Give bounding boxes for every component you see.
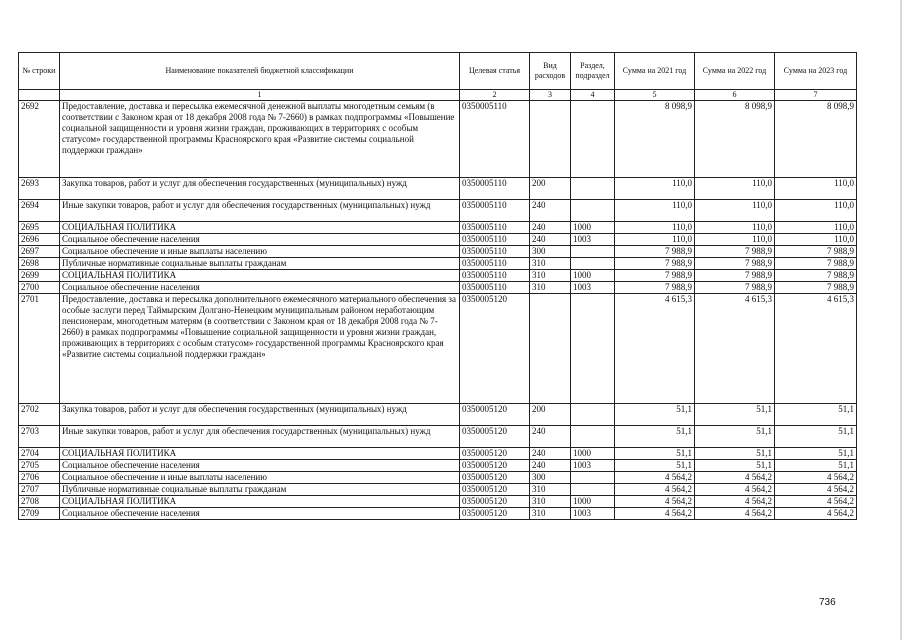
sum-2022-cell: 8 098,9 <box>695 101 775 178</box>
column-number: 5 <box>615 90 695 101</box>
sum-2022-cell: 4 564,2 <box>695 484 775 496</box>
sum-2021-cell: 110,0 <box>615 200 695 222</box>
expense-type-cell: 240 <box>530 460 571 472</box>
table-row <box>19 178 857 200</box>
column-number: 1 <box>60 90 460 101</box>
section-cell: 1000 <box>571 270 615 282</box>
row-number-cell: 2704 <box>19 448 60 460</box>
sum-2021-cell: 110,0 <box>615 222 695 234</box>
budget-table <box>18 52 857 520</box>
column-number-empty <box>19 90 60 101</box>
sum-2021-cell: 110,0 <box>615 234 695 246</box>
row-number-cell: 2694 <box>19 200 60 222</box>
sum-2023-cell: 7 988,9 <box>775 282 857 294</box>
section-cell: 1000 <box>571 448 615 460</box>
sum-2023-cell: 4 564,2 <box>775 508 857 520</box>
column-number-row <box>19 90 857 101</box>
sum-2023-cell: 7 988,9 <box>775 246 857 258</box>
row-number-cell: 2708 <box>19 496 60 508</box>
sum-2021-cell: 7 988,9 <box>615 246 695 258</box>
section-cell: 1000 <box>571 222 615 234</box>
sum-2023-cell: 110,0 <box>775 200 857 222</box>
section-cell <box>571 246 615 258</box>
table-row <box>19 222 857 234</box>
row-name-cell: Социальное обеспечение и иные выплаты населению <box>60 472 460 484</box>
sum-2023-cell: 110,0 <box>775 234 857 246</box>
column-number: 6 <box>695 90 775 101</box>
target-article-cell: 0350005110 <box>460 270 530 282</box>
table-row <box>19 258 857 270</box>
sum-2022-cell: 51,1 <box>695 404 775 426</box>
expense-type-cell: 200 <box>530 404 571 426</box>
sum-2022-cell: 110,0 <box>695 178 775 200</box>
sum-2023-cell: 51,1 <box>775 448 857 460</box>
table-row <box>19 508 857 520</box>
target-article-cell: 0350005110 <box>460 234 530 246</box>
sum-2021-cell: 110,0 <box>615 178 695 200</box>
sum-2021-cell: 7 988,9 <box>615 282 695 294</box>
sum-2021-cell: 4 615,3 <box>615 294 695 404</box>
expense-type-cell: 300 <box>530 472 571 484</box>
expense-type-cell: 240 <box>530 222 571 234</box>
sum-2021-cell: 4 564,2 <box>615 508 695 520</box>
row-number-cell: 2696 <box>19 234 60 246</box>
table-row <box>19 496 857 508</box>
expense-type-cell: 240 <box>530 426 571 448</box>
sum-2022-cell: 7 988,9 <box>695 246 775 258</box>
expense-type-cell: 240 <box>530 448 571 460</box>
target-article-cell: 0350005120 <box>460 508 530 520</box>
row-name-cell: Предоставление, доставка и пересылка ежемесячной денежной выплаты многодетным семьям (в соответствии с Законом края от 18 декабря 2008 года № 7-2660) в рамках подпрограммы «Повышение социальной защищенности и уровня жизни граждан, проживающих в территориях с особым статусом» государственной программы Красноярского края «Развитие системы социальной поддержки граждан» <box>60 101 460 178</box>
expense-type-cell: 200 <box>530 178 571 200</box>
column-number: 2 <box>460 90 530 101</box>
column-number: 4 <box>571 90 615 101</box>
target-article-cell: 0350005110 <box>460 200 530 222</box>
row-name-cell: Социальное обеспечение населения <box>60 460 460 472</box>
sum-2023-cell: 51,1 <box>775 426 857 448</box>
expense-type-cell: 240 <box>530 200 571 222</box>
sum-2021-cell: 7 988,9 <box>615 270 695 282</box>
row-number-cell: 2706 <box>19 472 60 484</box>
sum-2022-cell: 7 988,9 <box>695 258 775 270</box>
target-article-cell: 0350005120 <box>460 484 530 496</box>
row-number-cell: 2701 <box>19 294 60 404</box>
section-cell <box>571 472 615 484</box>
table-row <box>19 404 857 426</box>
sum-2021-cell: 4 564,2 <box>615 496 695 508</box>
section-cell <box>571 484 615 496</box>
row-name-cell: Публичные нормативные социальные выплаты гражданам <box>60 258 460 270</box>
header-sum-2021: Сумма на 2021 год <box>615 53 695 90</box>
expense-type-cell: 310 <box>530 508 571 520</box>
target-article-cell: 0350005110 <box>460 178 530 200</box>
sum-2023-cell: 51,1 <box>775 404 857 426</box>
row-name-cell: Закупка товаров, работ и услуг для обеспечения государственных (муниципальных) нужд <box>60 404 460 426</box>
expense-type-cell: 310 <box>530 258 571 270</box>
column-number: 3 <box>530 90 571 101</box>
row-number-cell: 2709 <box>19 508 60 520</box>
target-article-cell: 0350005110 <box>460 282 530 294</box>
header-row <box>19 53 857 90</box>
expense-type-cell: 310 <box>530 484 571 496</box>
section-cell <box>571 426 615 448</box>
row-number-cell: 2697 <box>19 246 60 258</box>
sum-2022-cell: 51,1 <box>695 426 775 448</box>
row-name-cell: Социальное обеспечение населения <box>60 234 460 246</box>
sum-2023-cell: 7 988,9 <box>775 270 857 282</box>
table-row <box>19 448 857 460</box>
header-name: Наименование показателей бюджетной классификации <box>60 53 460 90</box>
row-number-cell: 2698 <box>19 258 60 270</box>
row-name-cell: СОЦИАЛЬНАЯ ПОЛИТИКА <box>60 496 460 508</box>
target-article-cell: 0350005120 <box>460 404 530 426</box>
page-number: 736 <box>819 597 836 608</box>
row-name-cell: Социальное обеспечение населения <box>60 508 460 520</box>
expense-type-cell <box>530 294 571 404</box>
section-cell: 1003 <box>571 508 615 520</box>
section-cell <box>571 101 615 178</box>
target-article-cell: 0350005110 <box>460 246 530 258</box>
sum-2023-cell: 4 615,3 <box>775 294 857 404</box>
sum-2022-cell: 110,0 <box>695 200 775 222</box>
section-cell <box>571 178 615 200</box>
sum-2022-cell: 4 564,2 <box>695 496 775 508</box>
table-row <box>19 460 857 472</box>
target-article-cell: 0350005120 <box>460 426 530 448</box>
row-number-cell: 2703 <box>19 426 60 448</box>
sum-2023-cell: 4 564,2 <box>775 472 857 484</box>
row-name-cell: Иные закупки товаров, работ и услуг для обеспечения государственных (муниципальных) нужд <box>60 200 460 222</box>
sum-2022-cell: 4 564,2 <box>695 508 775 520</box>
expense-type-cell: 310 <box>530 270 571 282</box>
sum-2022-cell: 4 615,3 <box>695 294 775 404</box>
table-row <box>19 234 857 246</box>
section-cell: 1003 <box>571 234 615 246</box>
table-row <box>19 426 857 448</box>
row-number-cell: 2692 <box>19 101 60 178</box>
sum-2023-cell: 110,0 <box>775 222 857 234</box>
sum-2022-cell: 51,1 <box>695 460 775 472</box>
sum-2021-cell: 51,1 <box>615 404 695 426</box>
sum-2023-cell: 4 564,2 <box>775 484 857 496</box>
row-number-cell: 2705 <box>19 460 60 472</box>
expense-type-cell: 240 <box>530 234 571 246</box>
sum-2021-cell: 4 564,2 <box>615 472 695 484</box>
header-section: Раздел, подраздел <box>571 53 615 90</box>
target-article-cell: 0350005120 <box>460 472 530 484</box>
table-row <box>19 246 857 258</box>
row-name-cell: Иные закупки товаров, работ и услуг для обеспечения государственных (муниципальных) нужд <box>60 426 460 448</box>
row-name-cell: Публичные нормативные социальные выплаты гражданам <box>60 484 460 496</box>
table-row <box>19 472 857 484</box>
row-name-cell: Предоставление, доставка и пересылка дополнительного ежемесячного материального обеспечения за особые заслуги перед Таймырским Долгано-Ненецким муниципальным районом неработающим пенсионерам, многодетным матерям (в соответствии с Законом края от 18 декабря 2008 года № 7-2660) в рамках подпрограммы «Повышение социальной защищенности и уровня жизни граждан, проживающих в территориях с особым статусом» государственной программы Красноярского края «Развитие системы социальной поддержки граждан» <box>60 294 460 404</box>
header-sum-2022: Сумма на 2022 год <box>695 53 775 90</box>
sum-2021-cell: 7 988,9 <box>615 258 695 270</box>
row-number-cell: 2700 <box>19 282 60 294</box>
sum-2023-cell: 110,0 <box>775 178 857 200</box>
table-body <box>19 101 857 520</box>
sum-2021-cell: 4 564,2 <box>615 484 695 496</box>
table-row <box>19 294 857 404</box>
row-name-cell: СОЦИАЛЬНАЯ ПОЛИТИКА <box>60 448 460 460</box>
target-article-cell: 0350005110 <box>460 222 530 234</box>
table-row <box>19 282 857 294</box>
sum-2022-cell: 4 564,2 <box>695 472 775 484</box>
table-row <box>19 270 857 282</box>
table-row <box>19 484 857 496</box>
section-cell <box>571 294 615 404</box>
target-article-cell: 0350005110 <box>460 258 530 270</box>
section-cell <box>571 200 615 222</box>
row-number-cell: 2695 <box>19 222 60 234</box>
section-cell: 1003 <box>571 282 615 294</box>
header-sum-2023: Сумма на 2023 год <box>775 53 857 90</box>
target-article-cell: 0350005120 <box>460 294 530 404</box>
sum-2021-cell: 51,1 <box>615 460 695 472</box>
sum-2022-cell: 7 988,9 <box>695 282 775 294</box>
section-cell: 1000 <box>571 496 615 508</box>
sum-2022-cell: 110,0 <box>695 222 775 234</box>
row-name-cell: Социальное обеспечение населения <box>60 282 460 294</box>
header-expense-type: Вид расходов <box>530 53 571 90</box>
sum-2022-cell: 110,0 <box>695 234 775 246</box>
sum-2023-cell: 8 098,9 <box>775 101 857 178</box>
section-cell: 1003 <box>571 460 615 472</box>
sum-2021-cell: 8 098,9 <box>615 101 695 178</box>
section-cell <box>571 404 615 426</box>
row-name-cell: СОЦИАЛЬНАЯ ПОЛИТИКА <box>60 222 460 234</box>
row-name-cell: Социальное обеспечение и иные выплаты населению <box>60 246 460 258</box>
target-article-cell: 0350005120 <box>460 460 530 472</box>
row-number-cell: 2707 <box>19 484 60 496</box>
section-cell <box>571 258 615 270</box>
row-number-cell: 2693 <box>19 178 60 200</box>
table-row <box>19 101 857 178</box>
row-number-cell: 2702 <box>19 404 60 426</box>
column-number: 7 <box>775 90 857 101</box>
row-name-cell: СОЦИАЛЬНАЯ ПОЛИТИКА <box>60 270 460 282</box>
table-row <box>19 200 857 222</box>
expense-type-cell <box>530 101 571 178</box>
sum-2021-cell: 51,1 <box>615 448 695 460</box>
sum-2023-cell: 4 564,2 <box>775 496 857 508</box>
sum-2023-cell: 7 988,9 <box>775 258 857 270</box>
sum-2022-cell: 51,1 <box>695 448 775 460</box>
header-target-article: Целевая статья <box>460 53 530 90</box>
target-article-cell: 0350005120 <box>460 496 530 508</box>
row-number-cell: 2699 <box>19 270 60 282</box>
header-row-number: № строки <box>19 53 60 90</box>
target-article-cell: 0350005110 <box>460 101 530 178</box>
sum-2023-cell: 51,1 <box>775 460 857 472</box>
sum-2022-cell: 7 988,9 <box>695 270 775 282</box>
expense-type-cell: 300 <box>530 246 571 258</box>
sum-2021-cell: 51,1 <box>615 426 695 448</box>
expense-type-cell: 310 <box>530 282 571 294</box>
target-article-cell: 0350005120 <box>460 448 530 460</box>
row-name-cell: Закупка товаров, работ и услуг для обеспечения государственных (муниципальных) нужд <box>60 178 460 200</box>
expense-type-cell: 310 <box>530 496 571 508</box>
